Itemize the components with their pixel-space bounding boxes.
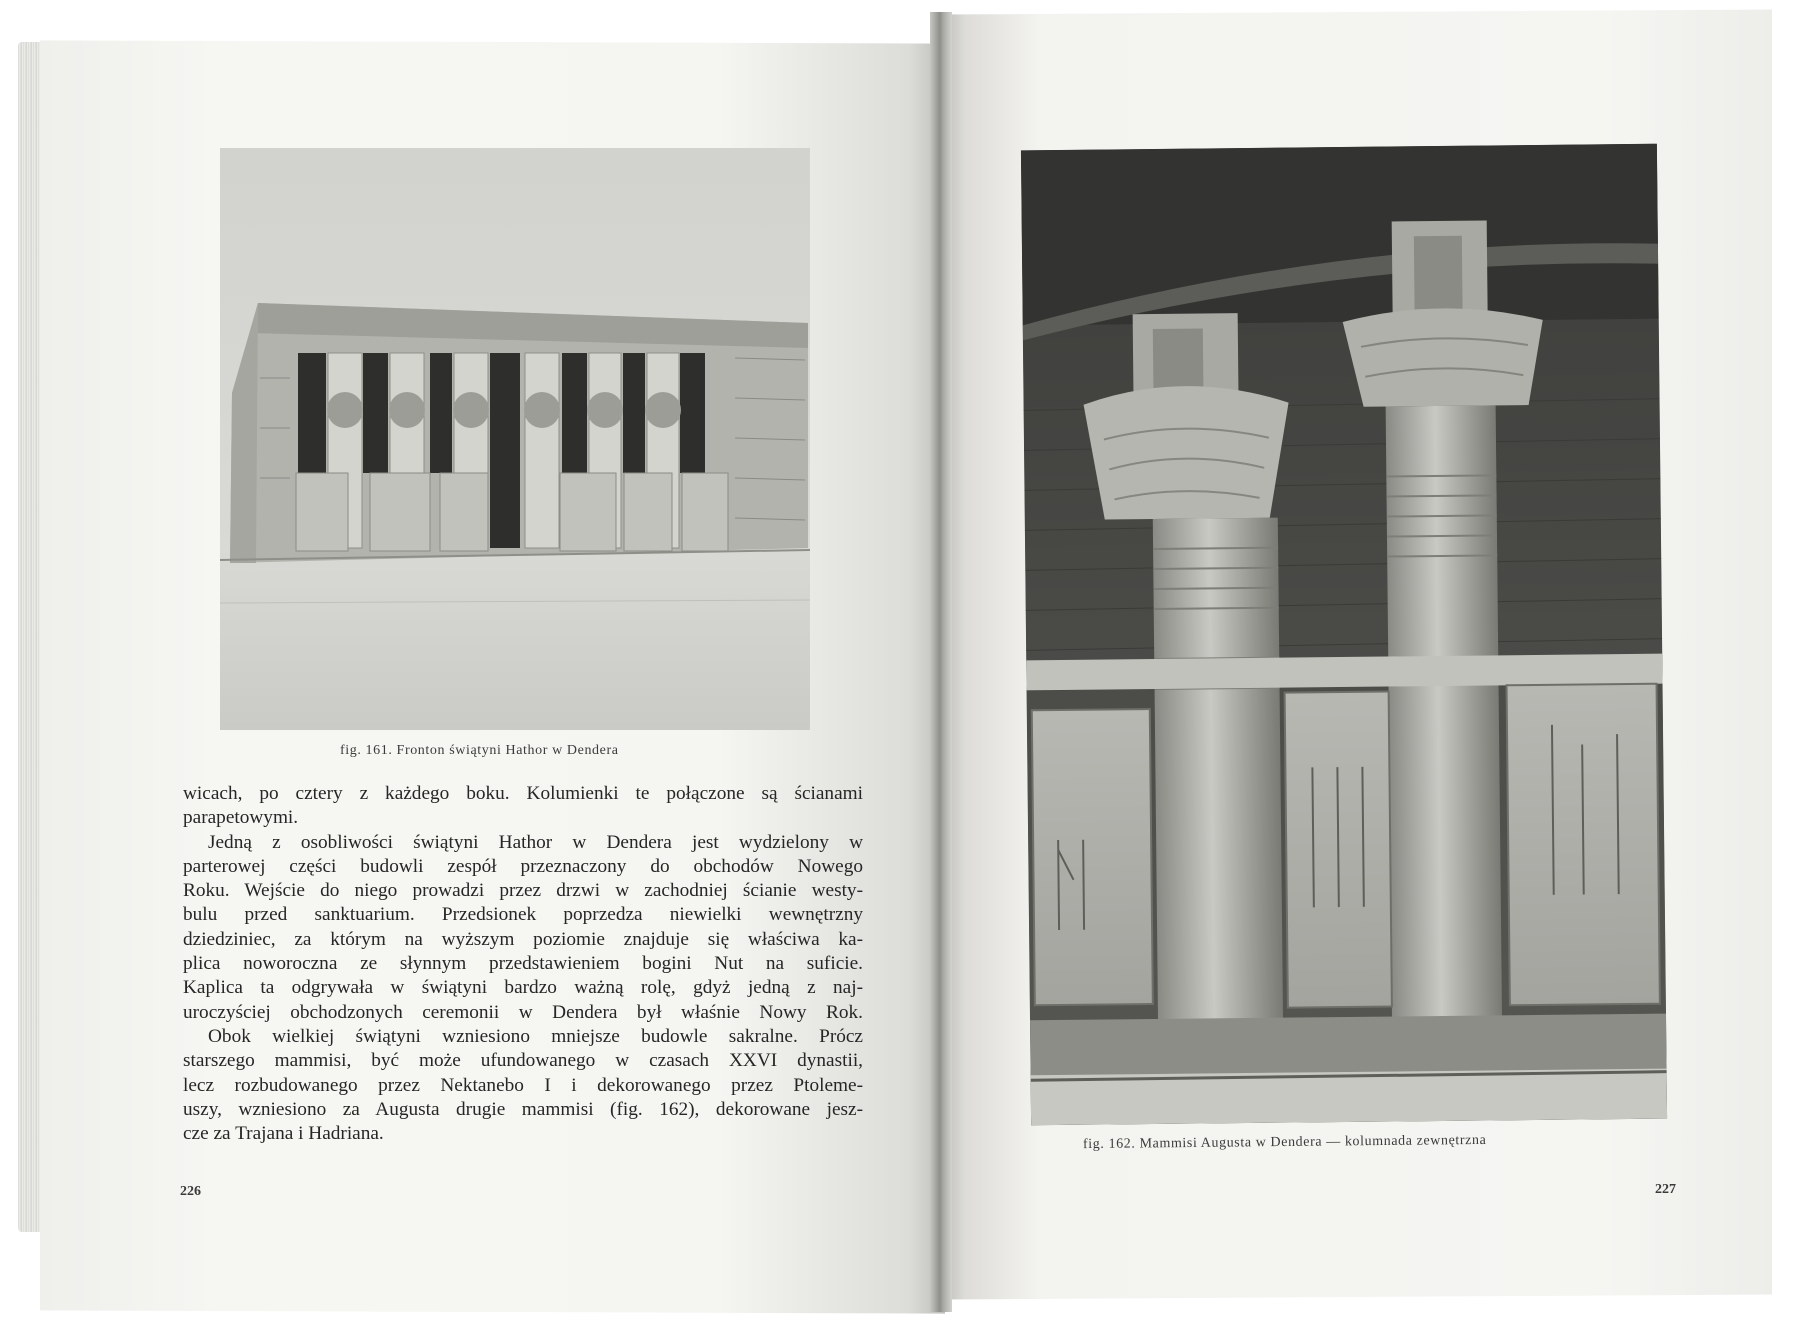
text-line: starszego mammisi, być może ufundowanego w czasach XXVI dynastii, <box>183 1050 863 1072</box>
text-line: lecz rozbudowanego przez Nektanebo I i dekorowanego przez Ptoleme- <box>183 1074 863 1096</box>
text-line: Roku. Wejście do niego prowadzi przez drzwi w zachodniej ścianie westy- <box>183 880 863 902</box>
text-line: plica noworoczna ze słynnym przedstawieniem bogini Nut na suficie. <box>183 953 863 975</box>
page-number-left: 226 <box>180 1184 201 1199</box>
text-line: Obok wielkiej świątyni wzniesiono mniejsze budowle sakralne. Prócz <box>208 1025 863 1047</box>
mammisi-colonnade-image <box>1021 144 1667 1126</box>
figure-161-caption: fig. 161. Fronton świątyni Hathor w Dendera <box>340 743 619 758</box>
book-gutter <box>930 12 952 1312</box>
page-number-right: 227 <box>1655 1182 1676 1197</box>
figure-162-caption: fig. 162. Mammisi Augusta w Dendera — kolumnada zewnętrzna <box>1082 1132 1487 1153</box>
text-line: wicach, po cztery z każdego boku. Kolumienki te połączone są ścianami <box>183 783 863 804</box>
text-line: Kaplica ta odgrywała w świątyni bardzo ważną rolę, gdyż jedną z naj- <box>183 977 863 999</box>
text-line: Jedną z osobliwości świątyni Hathor w Dendera jest wydzielony w <box>208 831 863 853</box>
text-line: dziedziniec, za którym na wyższym poziomie znajduje się właściwa ka- <box>183 928 863 950</box>
text-line: parterowej części budowli zespół przeznaczony do obchodów Nowego <box>183 855 863 877</box>
paragraph-3 <box>183 1025 863 1146</box>
text-line: cze za Trajana i Hadriana. <box>183 1123 384 1145</box>
text-line: parapetowymi. <box>183 807 299 829</box>
text-line: uszy, wzniesiono za Augusta drugie mammisi (fig. 162), dekorowane jesz- <box>183 1098 863 1120</box>
temple-facade-image <box>220 148 810 730</box>
paragraph-2 <box>183 831 863 1025</box>
text-line: uroczyściej obchodzonych ceremonii w Dendera był właśnie Nowy Rok. <box>183 1001 863 1023</box>
figure-161-photo <box>220 148 810 730</box>
text-line: bulu przed sanktuarium. Przedsionek poprzedza niewielki wewnętrzny <box>183 904 863 926</box>
body-text <box>183 782 863 1146</box>
paragraph-1 <box>183 782 863 831</box>
figure-162-photo <box>1021 144 1667 1126</box>
